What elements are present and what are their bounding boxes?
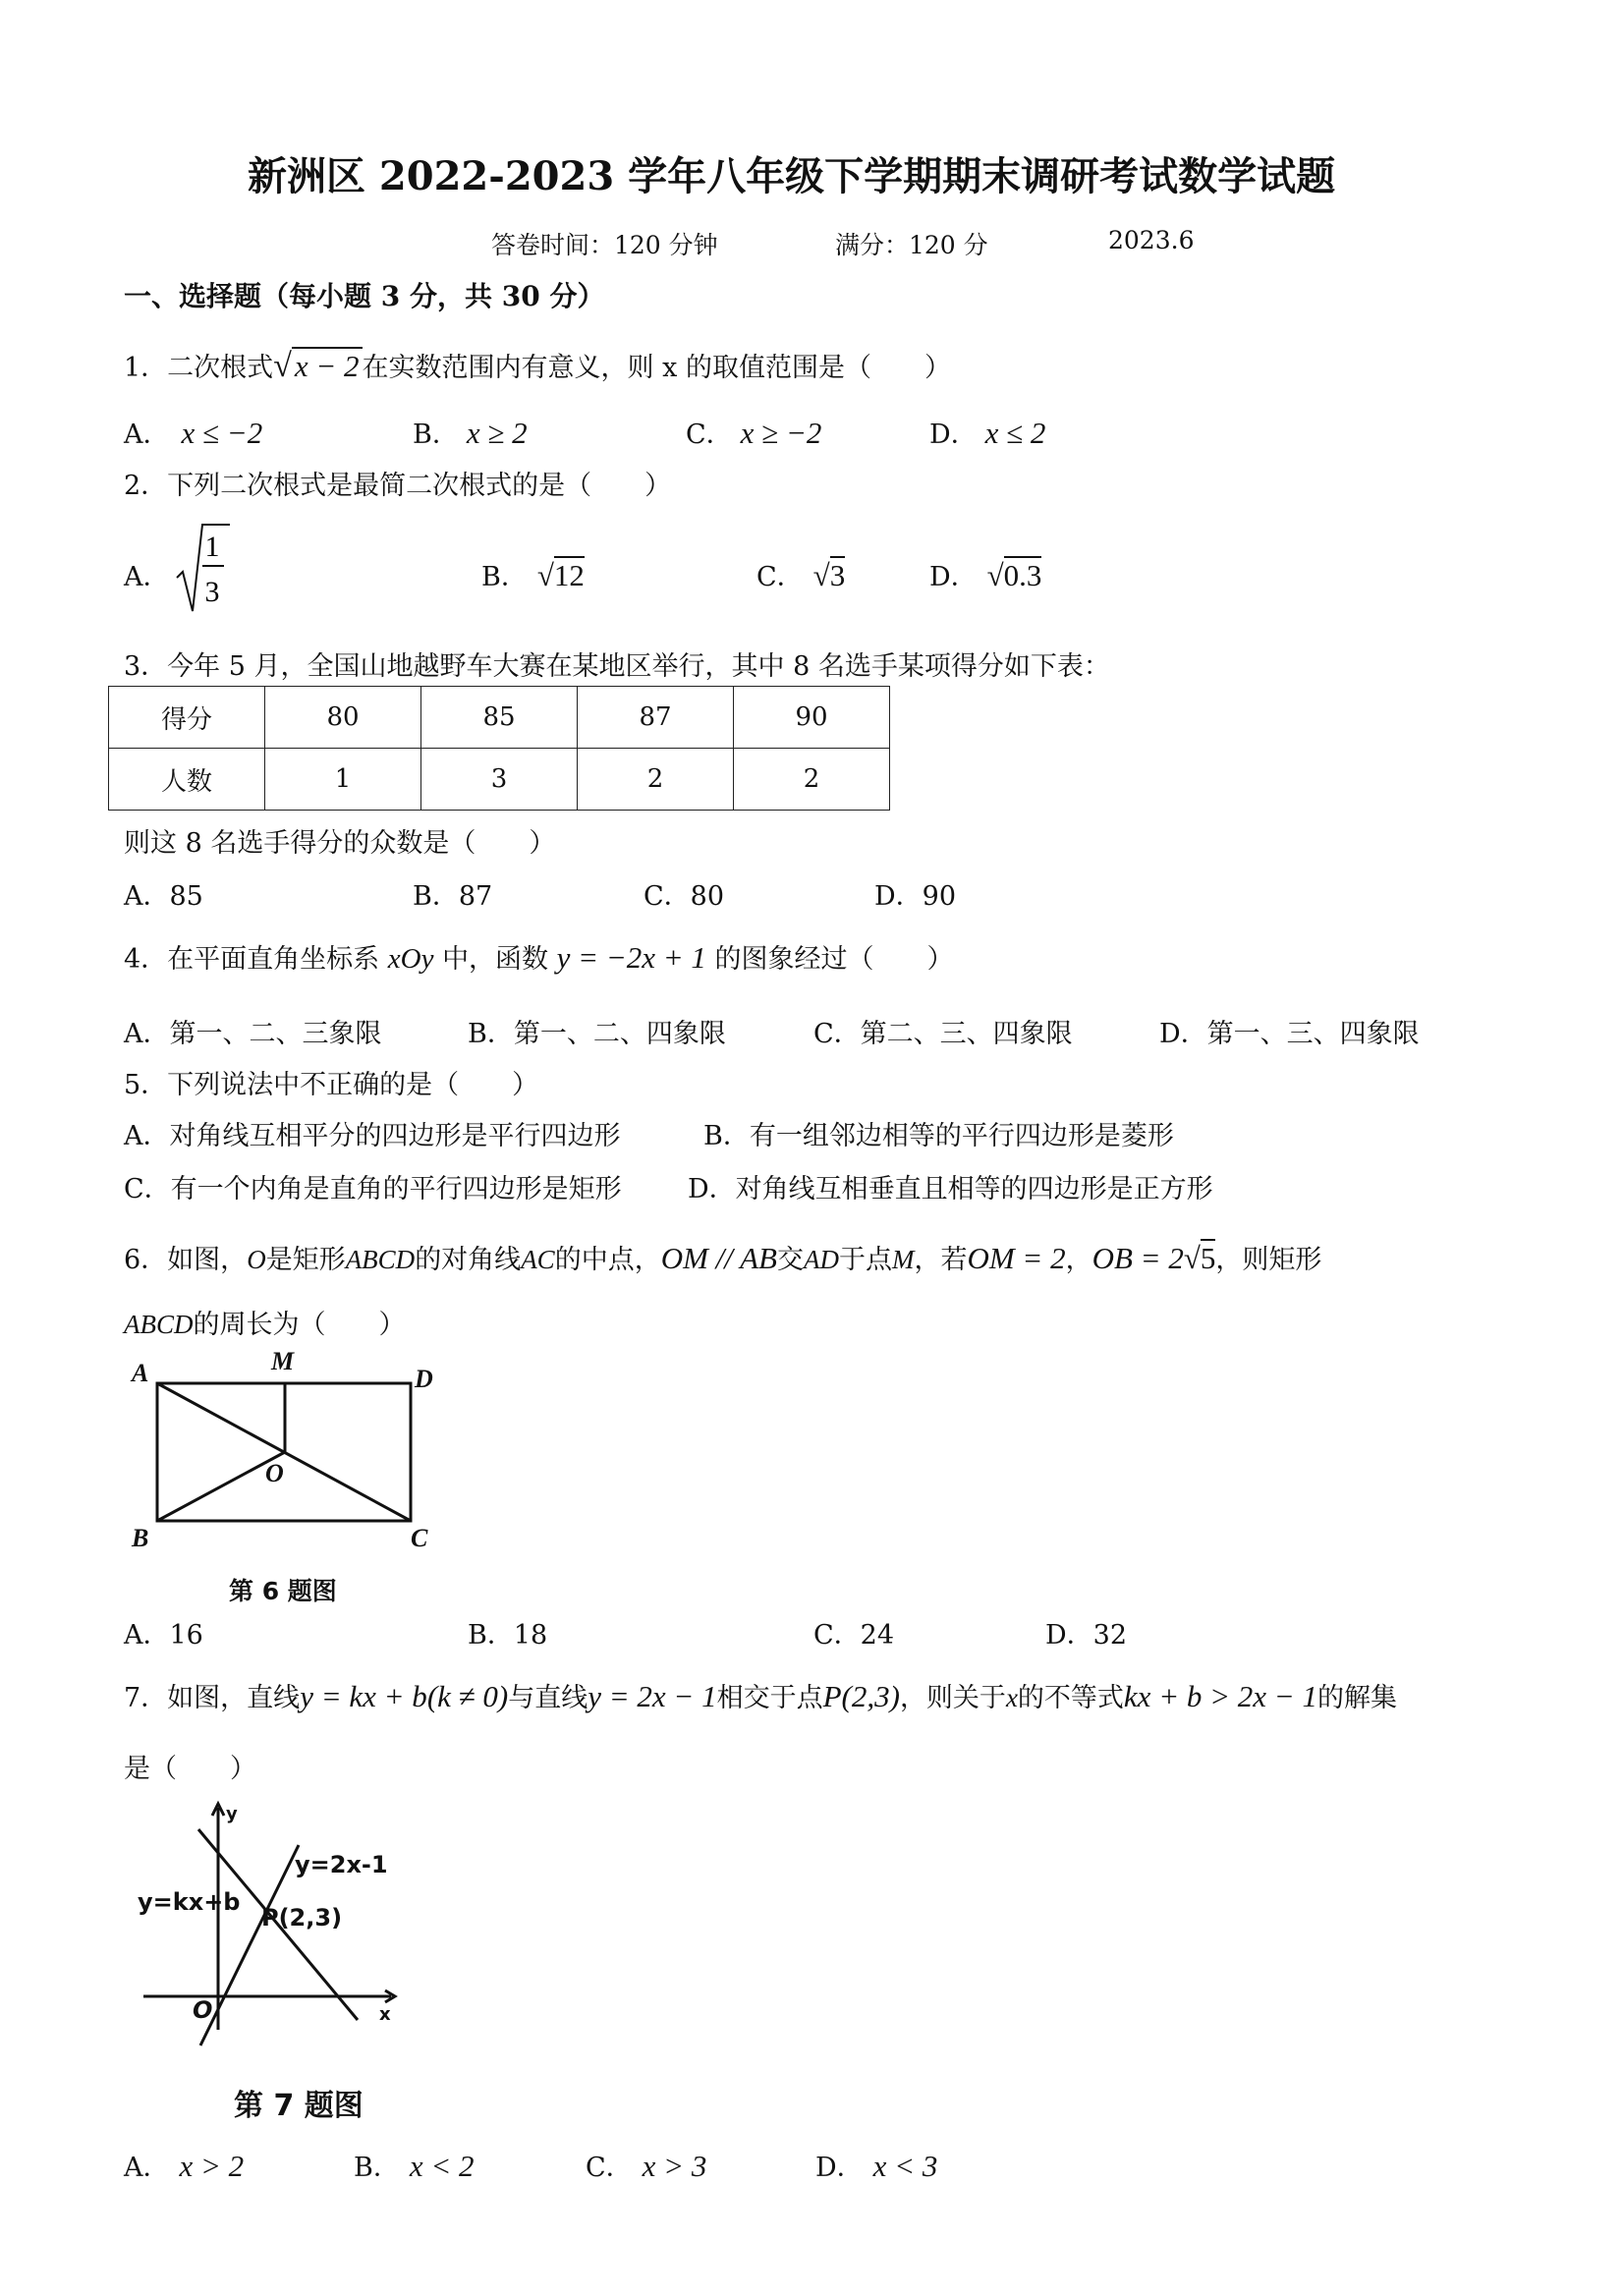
q1-text-post: 在实数范围内有意义，则 x 的取值范围是（ ） [362, 353, 951, 383]
option-letter: C． [756, 562, 804, 592]
table-cell: 87 [578, 687, 734, 749]
sqrt-symbol: √ [812, 558, 830, 592]
option-value: x < 3 [872, 2149, 938, 2183]
q4-option-d[interactable]: D．第一、三、四象限 [1159, 1019, 1420, 1049]
q2-option-b[interactable] [481, 555, 585, 593]
q4-option-b[interactable]: B．第一、二、四象限 [468, 1019, 726, 1049]
full-score: 满分：120 分 [835, 231, 988, 259]
q1-radicand: x − 2 [292, 347, 363, 383]
q7-expr: (k ≠ 0) [426, 1679, 509, 1713]
q7-option-a[interactable] [124, 2146, 244, 2184]
y-axis-label: y [226, 1804, 238, 1824]
table-cell: 1 [265, 749, 421, 811]
label-d: D [415, 1365, 433, 1393]
option-value: x ≤ −2 [181, 416, 263, 450]
question-7 [124, 1676, 1397, 1714]
option-value: x ≤ 2 [984, 416, 1046, 450]
option-letter: A． [124, 420, 170, 450]
q1-text-pre: 1．二次根式 [124, 353, 274, 383]
line-2x-minus-1 [200, 1845, 299, 2045]
q6-option-b[interactable]: B．18 [468, 1620, 548, 1651]
q1-option-c[interactable] [686, 413, 821, 451]
q6-expr: OB = 2 [1091, 1241, 1184, 1275]
q2-option-d[interactable] [929, 555, 1041, 593]
option-value: x > 2 [179, 2149, 245, 2183]
q6-text: ， [1065, 1245, 1092, 1275]
table-cell: 3 [421, 749, 578, 811]
point-p-label: P(2,3) [261, 1904, 343, 1932]
question-2: 2．下列二次根式是最简二次根式的是（ ） [124, 471, 672, 501]
q6-text: ，则矩形 [1215, 1245, 1322, 1275]
question-3-prompt: 则这 8 名选手得分的众数是（ ） [124, 828, 556, 859]
question-4 [124, 937, 954, 976]
q6-expr-radicand: 5 [1200, 1241, 1216, 1275]
label-b: B [132, 1524, 149, 1552]
q6-expr: OM = 2 [967, 1241, 1066, 1275]
option-value: 3 [829, 558, 846, 592]
table-cell: 人数 [109, 749, 265, 811]
sqrt-symbol: √ [986, 558, 1004, 592]
q6-var: ABCD [124, 1310, 194, 1339]
q6-figure-caption: 第 6 题图 [229, 1577, 337, 1605]
q3-option-a[interactable]: A．85 [124, 881, 203, 912]
question-1 [124, 346, 951, 385]
q7-expr: kx + b > 2x − 1 [1123, 1679, 1317, 1713]
table-cell: 2 [734, 749, 890, 811]
sqrt-symbol: √ [1183, 1241, 1201, 1275]
label-a: A [132, 1359, 149, 1387]
score-table [108, 686, 890, 811]
q6-var: M [891, 1245, 915, 1274]
option-letter: A． [124, 562, 170, 592]
q3-option-b[interactable]: B．87 [413, 881, 493, 912]
q1-option-d[interactable] [929, 413, 1045, 451]
q2-option-a[interactable] [124, 555, 170, 593]
q5-option-d[interactable]: D．对角线互相垂直且相等的四边形是正方形 [688, 1174, 1213, 1204]
option-letter: D． [929, 420, 978, 450]
q6-var: O [247, 1245, 266, 1274]
q6-text: 交 [776, 1245, 804, 1275]
table-cell: 80 [265, 687, 421, 749]
option-letter: B． [354, 2153, 400, 2183]
q6-text: 6．如图， [124, 1245, 248, 1275]
q7-text: 相交于点 [716, 1683, 823, 1713]
q5-option-a[interactable]: A．对角线互相平分的四边形是平行四边形 [124, 1121, 621, 1151]
option-letter: A． [124, 2153, 170, 2183]
q3-option-d[interactable]: D．90 [874, 881, 957, 912]
label-o: O [265, 1459, 284, 1487]
option-value: x < 2 [409, 2149, 475, 2183]
q7-text: 与直线 [508, 1683, 588, 1713]
q6-text: 的中点， [554, 1245, 661, 1275]
line1-label: y=kx+b [138, 1888, 241, 1916]
q5-option-c[interactable]: C．有一个内角是直角的平行四边形是矩形 [124, 1174, 622, 1204]
q6-text: 的对角线 [415, 1245, 522, 1275]
table-row [109, 687, 890, 749]
q7-var: x [1005, 1683, 1018, 1712]
q6-expr: OM // AB [660, 1241, 777, 1275]
q7-option-b[interactable] [354, 2146, 475, 2184]
q6-var: AC [521, 1245, 555, 1274]
label-m: M [271, 1347, 295, 1375]
q7-option-d[interactable] [815, 2146, 937, 2184]
table-row [109, 749, 890, 811]
q7-text: 的解集 [1316, 1683, 1397, 1713]
q4-text-pre: 4．在平面直角坐标系 [124, 944, 380, 975]
q7-text: 的不等式 [1017, 1683, 1124, 1713]
q2-a-denominator: 3 [204, 576, 220, 608]
sqrt-symbol: √ [273, 348, 292, 384]
q4-xoy: xOy [387, 943, 434, 975]
sqrt-symbol: √ [536, 558, 554, 592]
label-c: C [411, 1524, 428, 1552]
q7-expr: P(2,3) [822, 1679, 900, 1713]
option-letter: C． [686, 420, 733, 450]
q7-text: 7．如图，直线 [124, 1683, 301, 1713]
q6-option-d[interactable]: D．32 [1045, 1620, 1128, 1651]
q7-expr: y = 2x − 1 [588, 1679, 717, 1713]
exam-time: 答卷时间：120 分钟 [491, 231, 718, 259]
table-cell: 2 [578, 749, 734, 811]
q4-text-post: 的图象经过（ ） [714, 944, 954, 975]
option-value: x ≥ 2 [466, 416, 528, 450]
q6-option-c[interactable]: C．24 [813, 1620, 895, 1651]
q2-a-sqrt-fraction [173, 521, 232, 615]
q7-graph-figure [134, 1798, 419, 2053]
question-5: 5．下列说法中不正确的是（ ） [124, 1070, 539, 1100]
q7-expr: y = kx + b [300, 1679, 427, 1713]
table-cell: 90 [734, 687, 890, 749]
option-letter: D． [929, 562, 978, 592]
option-letter: B． [481, 562, 528, 592]
q4-option-c[interactable]: C．第二、三、四象限 [813, 1019, 1073, 1049]
page-title: 新洲区 2022-2023 学年八年级下学期期末调研考试数学试题 [248, 153, 1336, 199]
q4-option-a[interactable]: A．第一、二、三象限 [124, 1019, 382, 1049]
section-heading: 一、选择题（每小题 3 分，共 30 分） [124, 280, 605, 312]
table-cell: 85 [421, 687, 578, 749]
question-7-line2: 是（ ） [124, 1754, 256, 1784]
option-value: 0.3 [1003, 558, 1042, 592]
x-axis-label: x [379, 2004, 391, 2025]
q7-text: ，则关于 [899, 1683, 1006, 1713]
q6-option-a[interactable]: A．16 [124, 1620, 203, 1651]
option-value: x > 3 [642, 2149, 707, 2183]
q2-a-numerator: 1 [204, 531, 220, 563]
q6-rectangle-figure [118, 1346, 452, 1562]
q7-figure-caption: 第 7 题图 [234, 2089, 364, 2123]
line2-label: y=2x-1 [295, 1851, 388, 1878]
q6-var: AD [803, 1245, 839, 1274]
table-cell: 得分 [109, 687, 265, 749]
option-letter: C． [586, 2153, 633, 2183]
q4-text-mid: 中，函数 [442, 944, 549, 975]
option-letter: B． [413, 420, 459, 450]
q3-option-c[interactable]: C．80 [644, 881, 725, 912]
q6-text: 的周长为（ ） [193, 1310, 406, 1340]
exam-date: 2023.6 [1108, 226, 1195, 254]
q2-option-c[interactable] [756, 555, 845, 593]
q6-text: ，若 [914, 1245, 968, 1275]
q6-text: 是矩形 [265, 1245, 346, 1275]
option-letter: D． [815, 2153, 864, 2183]
q7-option-c[interactable] [586, 2146, 706, 2184]
option-value: 12 [553, 558, 585, 592]
q6-text: 于点 [838, 1245, 892, 1275]
question-6-line2 [124, 1303, 406, 1341]
q1-option-a[interactable] [124, 413, 262, 451]
question-3: 3．今年 5 月，全国山地越野车大赛在某地区举行，其中 8 名选手某项得分如下表： [124, 651, 1110, 682]
option-value: x ≥ −2 [740, 416, 822, 450]
q4-function: y = −2x + 1 [556, 940, 706, 975]
q1-option-b[interactable] [413, 413, 528, 451]
q6-var: ABCD [345, 1245, 416, 1274]
origin-label: O [193, 1996, 213, 2024]
q5-option-b[interactable]: B．有一组邻边相等的平行四边形是菱形 [703, 1121, 1174, 1151]
question-6 [124, 1238, 1321, 1276]
